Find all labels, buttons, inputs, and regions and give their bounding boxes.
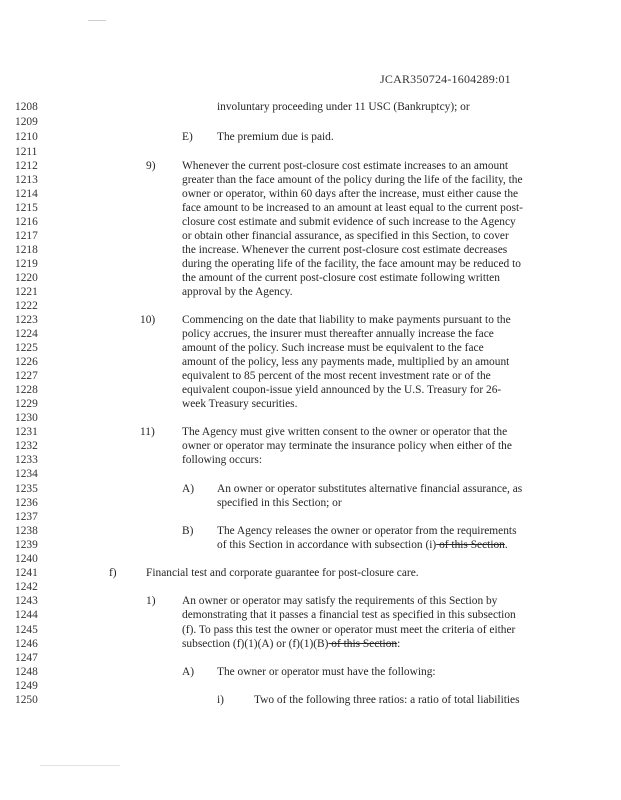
body-text: the amount of the current post-closure cost estimate following written xyxy=(182,272,500,284)
line-number: 1229 xyxy=(15,398,38,410)
body-text-with-deletion xyxy=(217,539,508,552)
body-text: An owner or operator may satisfy the requirements of this Section by xyxy=(182,595,498,607)
line-number: 1249 xyxy=(15,680,38,692)
line-number: 1248 xyxy=(15,666,38,678)
line-number: 1241 xyxy=(15,567,38,579)
line-number: 1228 xyxy=(15,384,38,396)
line-number: 1216 xyxy=(15,216,38,228)
body-text: The premium due is paid. xyxy=(217,131,334,143)
line-number: 1217 xyxy=(15,230,38,242)
scan-mark xyxy=(88,20,106,21)
body-text: the increase. Whenever the current post-closure cost estimate decreases xyxy=(182,244,508,256)
line-number: 1243 xyxy=(15,595,38,607)
body-text: The Agency must give written consent to the owner or operator that the xyxy=(182,426,508,438)
line-number: 1247 xyxy=(15,652,38,664)
line-number: 1222 xyxy=(15,300,38,312)
line-number: 1230 xyxy=(15,412,38,424)
body-text: specified in this Section; or xyxy=(217,497,342,509)
body-text: An owner or operator substitutes alternative financial assurance, as xyxy=(217,483,523,495)
line-number: 1221 xyxy=(15,286,38,298)
item-marker: 11) xyxy=(140,426,155,438)
line-number: 1225 xyxy=(15,342,38,354)
body-text: greater than the face amount of the policy during the life of the facility, the xyxy=(182,174,523,186)
line-number: 1209 xyxy=(15,116,38,128)
text-run: : xyxy=(397,638,401,650)
body-text: amount of the policy. Such increase must be equivalent to the face xyxy=(182,342,484,354)
body-text: owner or operator, within 60 days after the increase, must either cause the xyxy=(182,188,519,200)
section-marker: f) xyxy=(109,567,117,579)
text-run: of this Section in accordance with subsection (i) xyxy=(217,539,437,551)
line-number: 1246 xyxy=(15,638,38,650)
body-text: (f). To pass this test the owner or operator must meet the criteria of either xyxy=(182,624,516,636)
line-number: 1245 xyxy=(15,624,38,636)
scan-mark xyxy=(40,765,120,766)
body-text: owner or operator may terminate the insurance policy when either of the xyxy=(182,440,512,452)
line-number: 1223 xyxy=(15,314,38,326)
line-number: 1250 xyxy=(15,694,38,706)
body-text: following occurs: xyxy=(182,454,263,466)
line-number: 1232 xyxy=(15,440,38,452)
line-number: 1233 xyxy=(15,454,38,466)
line-number: 1234 xyxy=(15,468,38,480)
line-number: 1215 xyxy=(15,202,38,214)
body-text: Whenever the current post-closure cost estimate increases to an amount xyxy=(182,160,509,172)
body-text: closure cost estimate and submit evidence of such increase to the Agency xyxy=(182,216,516,228)
body-text: approval by the Agency. xyxy=(182,286,293,298)
item-marker: E) xyxy=(182,131,193,143)
line-number: 1212 xyxy=(15,160,38,172)
line-number: 1211 xyxy=(15,146,38,158)
item-marker: 9) xyxy=(146,160,156,172)
item-marker: A) xyxy=(182,666,195,678)
body-text-with-deletion xyxy=(182,638,400,651)
section-heading: Financial test and corporate guarantee for post-closure care. xyxy=(146,567,419,579)
line-number: 1235 xyxy=(15,483,38,495)
line-number: 1214 xyxy=(15,188,38,200)
item-marker: 10) xyxy=(140,314,156,326)
body-text: equivalent coupon-issue yield announced by the U.S. Treasury for 26- xyxy=(182,384,502,396)
body-text: involuntary proceeding under 11 USC (Bankruptcy); or xyxy=(217,101,470,113)
body-text: Two of the following three ratios: a ratio of total liabilities xyxy=(254,694,520,706)
line-number: 1236 xyxy=(15,497,38,509)
line-number: 1226 xyxy=(15,356,38,368)
line-number: 1218 xyxy=(15,244,38,256)
line-number: 1220 xyxy=(15,272,38,284)
body-text: face amount to be increased to an amount at least equal to the current post- xyxy=(182,202,523,214)
body-text: during the operating life of the facility, the face amount may be reduced to xyxy=(182,258,521,270)
line-number: 1242 xyxy=(15,581,38,593)
item-marker: i) xyxy=(217,694,224,706)
line-number: 1224 xyxy=(15,328,38,340)
line-number: 1208 xyxy=(15,101,38,113)
body-text: The owner or operator must have the following: xyxy=(217,666,436,678)
body-text: equivalent to 85 percent of the most recent investment rate or of the xyxy=(182,370,491,382)
line-number: 1210 xyxy=(15,131,38,143)
body-text: policy accrues, the insurer must thereafter annually increase the face xyxy=(182,328,494,340)
text-run: subsection (f)(1)(A) or (f)(1)(B) xyxy=(182,638,329,650)
body-text: Commencing on the date that liability to make payments pursuant to the xyxy=(182,314,511,326)
deleted-text: of this Section xyxy=(436,539,505,551)
body-text: The Agency releases the owner or operator from the requirements xyxy=(217,525,517,537)
line-number: 1237 xyxy=(15,511,38,523)
item-marker: B) xyxy=(182,525,194,537)
line-number: 1239 xyxy=(15,539,38,551)
line-number: 1227 xyxy=(15,370,38,382)
text-run: . xyxy=(504,539,508,551)
line-number: 1219 xyxy=(15,258,38,270)
line-number: 1213 xyxy=(15,174,38,186)
body-text: or obtain other financial assurance, as specified in this Section, to cover xyxy=(182,230,509,242)
body-text: amount of the policy, less any payments made, multiplied by an amount xyxy=(182,356,510,368)
line-number: 1244 xyxy=(15,609,38,621)
body-text: demonstrating that it passes a financial test as specified in this subsection xyxy=(182,609,516,621)
line-number: 1240 xyxy=(15,553,38,565)
body-text: week Treasury securities. xyxy=(182,398,298,410)
line-number: 1238 xyxy=(15,525,38,537)
item-marker: 1) xyxy=(146,595,156,607)
line-number: 1231 xyxy=(15,426,38,438)
deleted-text: of this Section xyxy=(328,638,398,650)
document-id: JCAR350724-1604289:01 xyxy=(380,72,511,86)
item-marker: A) xyxy=(182,483,195,495)
